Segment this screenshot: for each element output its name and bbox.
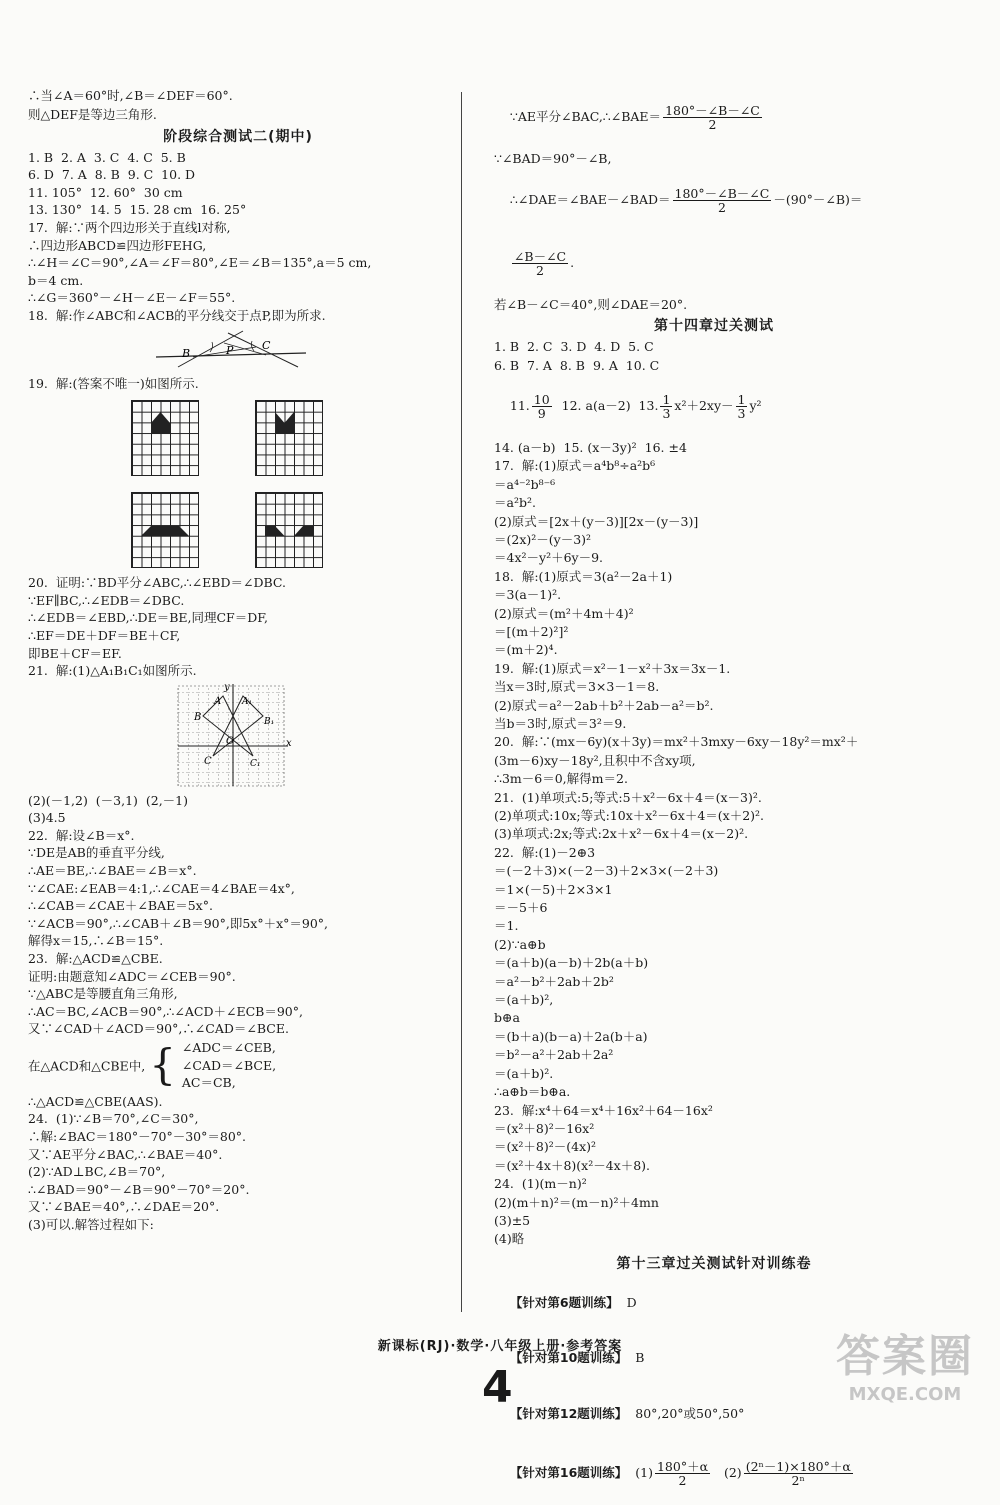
fraction — [655, 1460, 710, 1487]
figure-angle-bisector — [28, 327, 448, 373]
text-line: 19. 解:(答案不唯一)如图所示. — [28, 375, 199, 391]
text-line: AC＝CB, — [181, 1075, 236, 1091]
text-line: 解得x＝15,∴∠B＝15°. — [28, 933, 164, 949]
text-line: ＝(a＋b)(a－b)＋2b(a＋b) — [494, 955, 649, 971]
figure-coordinate-grid — [28, 682, 448, 790]
text-line: (2)(m＋n)²＝(m－n)²＋4mn — [494, 1194, 659, 1210]
fig21-label: B — [194, 711, 202, 723]
text-line: ＝4x²－y²＋6y－9. — [494, 550, 604, 566]
fig21-label: A — [214, 695, 222, 707]
text-segment: x²＋2xy－ — [674, 398, 734, 414]
formula-line — [494, 375, 934, 439]
fraction — [744, 1460, 853, 1487]
targeted-answer: 80°,20°或50°,50° — [635, 1405, 745, 1421]
targeted-answer: B — [635, 1350, 645, 1366]
answer-line: 1. B 2. A 3. C 4. C 5. B — [28, 149, 186, 165]
text-line: ∵∠CAE:∠EAB＝4:1,∴∠CAE＝4∠BAE＝4x°, — [28, 880, 295, 896]
text-line: 17. 解:∵两个四边形关于直线l对称, — [28, 219, 231, 235]
fraction-numerator: 180°－∠B－∠C — [665, 103, 760, 119]
section-title-midterm: 阶段综合测试二(期中) — [163, 128, 313, 145]
text-line: ＝1. — [494, 918, 519, 934]
text-line: ∴解:∠BAC＝180°－70°－30°＝80°. — [28, 1128, 247, 1144]
section-title-chapter14: 第十四章过关测试 — [654, 318, 774, 335]
grid-figure-2 — [255, 400, 323, 476]
text-line: ∴a⊕b＝b⊕a. — [494, 1084, 571, 1100]
fraction-numerator: 1 — [737, 392, 746, 408]
text-line: (3m－6)xy－18y²,且积中不含xy项, — [494, 752, 696, 768]
text-segment: y² — [749, 398, 762, 414]
text-line: 22. 解:设∠B＝x°. — [28, 827, 135, 843]
text-line: ∴∠BAD＝90°－∠B＝90°－70°＝20°. — [28, 1181, 250, 1197]
text-line: ＝－5＋6 — [494, 900, 548, 916]
text-line: ∵∠BAD＝90°－∠B, — [494, 150, 612, 166]
text-line: ∵△ABC是等腰直角三角形, — [28, 986, 178, 1002]
text-line: (3)单项式:2x;等式:2x＋x²－6x＋4＝(x－2)². — [494, 826, 749, 842]
text-line: ＝(x²＋4x＋8)(x²－4x＋8). — [494, 1157, 651, 1173]
text-line: ∴AC＝BC,∠ACB＝90°,∴∠ACD＋∠ECB＝90°, — [28, 1003, 303, 1019]
right-column — [494, 86, 934, 1505]
targeted-tag: 【针对第12题训练】 — [509, 1405, 628, 1421]
text-line: ＝[(m＋2)²]² — [494, 623, 569, 639]
fraction — [660, 393, 672, 420]
fraction — [673, 187, 772, 214]
text-line: ＝a²－b²＋2ab＋2b² — [494, 973, 614, 989]
watermark-text: 答案圈 — [836, 1331, 974, 1382]
fraction — [532, 393, 552, 420]
grid-figure-4 — [255, 492, 323, 568]
targeted-tag: 【针对第10题训练】 — [509, 1350, 628, 1366]
text-line: ∵EF∥BC,∴∠EDB＝∠DBC. — [28, 592, 185, 608]
text-line: 当x＝3时,原式＝3×3－1＝8. — [494, 679, 660, 695]
left-column — [28, 86, 448, 1234]
text-line: 即BE＋CF＝EF. — [28, 645, 122, 661]
text-line: ∴∠CAB＝∠CAE＋∠BAE＝5x°. — [28, 898, 213, 914]
text-line: 又∵AE平分∠BAC,∴∠BAE＝40°. — [28, 1146, 223, 1162]
text-segment: ∴∠DAE＝∠BAE－∠BAD＝ — [509, 191, 671, 207]
text-line: 若∠B－∠C＝40°,则∠DAE＝20°. — [494, 296, 688, 312]
fig18-label: P — [226, 343, 234, 357]
formula-line — [494, 86, 934, 150]
text-line: 19. 解:(1)原式＝x²－1－x²＋3x＝3x－1. — [494, 660, 731, 676]
fig21-label: C₁ — [250, 758, 261, 769]
text-line: ＝1×(－5)＋2×3×1 — [494, 881, 613, 897]
fraction-numerator: 180°－∠B－∠C — [674, 185, 770, 201]
text-line: 23. 解:x⁴＋64＝x⁴＋16x²＋64－16x² — [494, 1102, 713, 1118]
text-line: 23. 解:△ACD≌△CBE. — [28, 951, 163, 967]
text-line: ＝(2x)²－(y－3)² — [494, 531, 592, 547]
text-line: ∴当∠A＝60°时,∠B＝∠DEF＝60°. — [28, 88, 233, 103]
fraction-numerator: 180°＋α — [656, 1458, 709, 1474]
text-line: ∠ADC＝∠CEB, — [181, 1040, 276, 1055]
text-line: ＝(－2＋3)×(－2－3)＋2×3×(－2＋3) — [494, 863, 719, 879]
text-line: ＝(x²＋8)²－(4x)² — [494, 1139, 597, 1155]
text-line: (2)∵a⊕b — [494, 936, 546, 952]
fraction-denominator: 9 — [537, 406, 546, 422]
fraction-denominator: 2 — [678, 1472, 687, 1488]
text-line: ＝(a＋b)², — [494, 992, 554, 1008]
text-line: (2)(－1,2) (－3,1) (2,－1) — [28, 792, 188, 808]
watermark-logo — [830, 1320, 980, 1405]
text-line: ∴3m－6＝0,解得m＝2. — [494, 771, 628, 787]
text-line: 24. (1)(m－n)² — [494, 1176, 587, 1192]
text-line: ∴∠G＝360°－∠H－∠E－∠F＝55°. — [28, 290, 236, 306]
answer-line: 13. 130° 14. 5 15. 28 cm 16. 25° — [28, 202, 247, 218]
text-line: 又∵∠CAD＋∠ACD＝90°,∴∠CAD＝∠BCE. — [28, 1021, 289, 1037]
fraction-numerator: 1 — [662, 392, 671, 408]
fraction-denominator: 2 — [536, 263, 544, 279]
text-line: 20. 证明:∵BD平分∠ABC,∴∠EBD＝∠DBC. — [28, 575, 287, 591]
fig21-label: B₁ — [264, 716, 275, 727]
text-line: (2)原式＝[2x＋(y－3)][2x－(y－3)] — [494, 513, 699, 529]
text-line: b＝4 cm. — [28, 272, 84, 288]
text-segment: (2) — [723, 1464, 742, 1480]
text-line: ∠CAD＝∠BCE, — [181, 1057, 277, 1073]
grid-figure-1 — [131, 400, 199, 476]
text-line: (2)原式＝a²－2ab＋b²＋2ab－a²＝b². — [494, 697, 714, 713]
answer-line: 14. (a－b) 15. (x－3y)² 16. ±4 — [494, 439, 687, 455]
text-segment: . — [570, 255, 575, 271]
text-line: 17. 解:(1)原式＝a⁴b⁸÷a²b⁶ — [494, 458, 656, 474]
text-line: ＝b²－a²＋2ab＋2a² — [494, 1047, 614, 1063]
text-line: (3)4.5 — [28, 810, 66, 826]
text-line: b⊕a — [494, 1010, 520, 1026]
figure-symmetry-grids — [28, 394, 448, 572]
fig21-label: y — [224, 681, 230, 693]
text-line: ＝(b＋a)(b－a)＋2a(b＋a) — [494, 1028, 648, 1044]
targeted-tag: 【针对第6题训练】 — [509, 1295, 619, 1311]
column-divider — [461, 92, 462, 1312]
text-segment: 11. — [509, 398, 530, 414]
section-title-chapter13: 第十三章过关测试针对训练卷 — [616, 1255, 812, 1272]
text-segment: ∵AE平分∠BAC,∴∠BAE＝ — [509, 109, 662, 125]
text-line: (3)可以.解答过程如下: — [28, 1216, 154, 1232]
text-line: ＝a⁴⁻²b⁸⁻⁶ — [494, 476, 556, 492]
targeted-answer: D — [626, 1295, 637, 1311]
page-footer: 新课标(RJ)·数学·八年级上册·参考答案 — [377, 1339, 623, 1354]
fig21-label: C — [204, 755, 212, 767]
fig18-label: C — [262, 338, 271, 352]
brace-symbol: { — [149, 1040, 176, 1090]
answer-line: 11. 105° 12. 60° 30 cm — [28, 184, 183, 200]
page-number: 4 — [482, 1362, 513, 1413]
formula-line — [494, 232, 934, 296]
fraction — [736, 393, 748, 420]
text-line: 24. (1)∵∠B＝70°,∠C＝30°, — [28, 1111, 199, 1127]
text-line: 证明:由题意知∠ADC＝∠CEB＝90°. — [28, 968, 236, 984]
text-line: 18. 解:(1)原式＝3(a²－2a＋1) — [494, 568, 673, 584]
text-line: ＝(a＋b)². — [494, 1065, 554, 1081]
coordinate-diagram — [28, 682, 448, 790]
text-line: ＝(x²＋8)²－16x² — [494, 1120, 595, 1136]
watermark-url: MXQE.COM — [848, 1384, 962, 1405]
fraction-denominator: 2 — [717, 199, 726, 215]
grid-figure-3 — [131, 492, 199, 568]
fraction-denominator: 3 — [737, 406, 746, 422]
text-line: ∴AE＝BE,∴∠BAE＝∠B＝x°. — [28, 863, 197, 879]
text-line: ＝a²b². — [494, 495, 536, 511]
text-line: 20. 解:∵(mx－6y)(x＋3y)＝mx²＋3mxy－6xy－18y²＝mx²＋ — [494, 734, 859, 750]
text-line: ∴四边形ABCD≌四边形FEHG, — [28, 237, 207, 253]
targeted-answer-16 — [494, 1441, 934, 1505]
text-line: ＝(m＋2)⁴. — [494, 642, 558, 658]
text-line: ∴△ACD≌△CBE(AAS). — [28, 1093, 163, 1109]
fraction — [663, 104, 762, 131]
text-segment: －(90°－∠B)＝ — [773, 191, 863, 207]
brace-content — [182, 1039, 276, 1092]
text-line: ∵DE是AB的垂直平分线, — [28, 845, 165, 861]
text-line: ∵∠ACB＝90°,∴∠CAB＋∠B＝90°,即5x°＋x°＝90°, — [28, 915, 329, 931]
fraction-numerator: 10 — [533, 392, 550, 408]
text-line: 18. 解:作∠ABC和∠ACB的平分线交于点P,即为所求. — [28, 307, 326, 323]
text-line: (3)±5 — [494, 1212, 531, 1228]
text-line: 在△ACD和△CBE中, — [28, 1058, 146, 1074]
text-line: ∴EF＝DE＋DF＝BE＋CF, — [28, 627, 181, 643]
text-line: 22. 解:(1)－2⊕3 — [494, 844, 596, 860]
text-line: 当b＝3时,原式＝3²＝9. — [494, 715, 627, 731]
text-line: 又∵∠BAE＝40°,∴∠DAE＝20°. — [28, 1199, 220, 1215]
text-segment: (1) — [635, 1464, 653, 1480]
targeted-tag: 【针对第16题训练】 — [509, 1464, 628, 1480]
answer-line: 6. D 7. A 8. B 9. C 10. D — [28, 167, 196, 183]
fraction-denominator: 2ⁿ — [791, 1472, 805, 1488]
fraction-numerator: (2ⁿ－1)×180°＋α — [745, 1458, 851, 1474]
brace-system — [28, 1039, 448, 1092]
text-line: (2)∵AD⊥BC,∠B＝70°, — [28, 1164, 166, 1180]
fraction — [512, 250, 568, 277]
text-line: ＝3(a－1)². — [494, 587, 562, 603]
text-line: ∴∠H＝∠C＝90°,∠A＝∠F＝80°,∠E＝∠B＝135°,a＝5 cm, — [28, 255, 372, 271]
fraction-denominator: 3 — [662, 406, 671, 422]
text-segment: 12. a(a－2) 13. — [553, 398, 659, 414]
text-line: ∴∠EDB＝∠EBD,∴DE＝BE,同理CF＝DF, — [28, 610, 268, 626]
answer-line: 6. B 7. A 8. B 9. A 10. C — [494, 357, 660, 373]
angle-bisector-diagram — [28, 327, 448, 373]
text-line: 21. (1)单项式:5;等式:5＋x²－6x＋4＝(x－3)². — [494, 789, 762, 805]
fig21-label: O — [226, 735, 235, 747]
fraction-denominator: 2 — [708, 117, 717, 133]
text-line: (2)单项式:10x;等式:10x＋x²－6x＋4＝(x＋2)². — [494, 808, 765, 823]
fig21-label: A₁ — [242, 696, 253, 707]
text-line: 21. 解:(1)△A₁B₁C₁如图所示. — [28, 663, 197, 679]
fig21-label: x — [286, 737, 292, 749]
text-line: (2)原式＝(m²＋4m＋4)² — [494, 605, 634, 621]
text-line: (4)略 — [494, 1231, 525, 1247]
text-line: 则△DEF是等边三角形. — [28, 107, 157, 123]
fraction-numerator: ∠B－∠C — [513, 249, 567, 265]
answer-line: 1. B 2. C 3. D 4. D 5. C — [494, 339, 654, 355]
fig18-label: B — [182, 346, 191, 360]
formula-line — [494, 168, 934, 232]
